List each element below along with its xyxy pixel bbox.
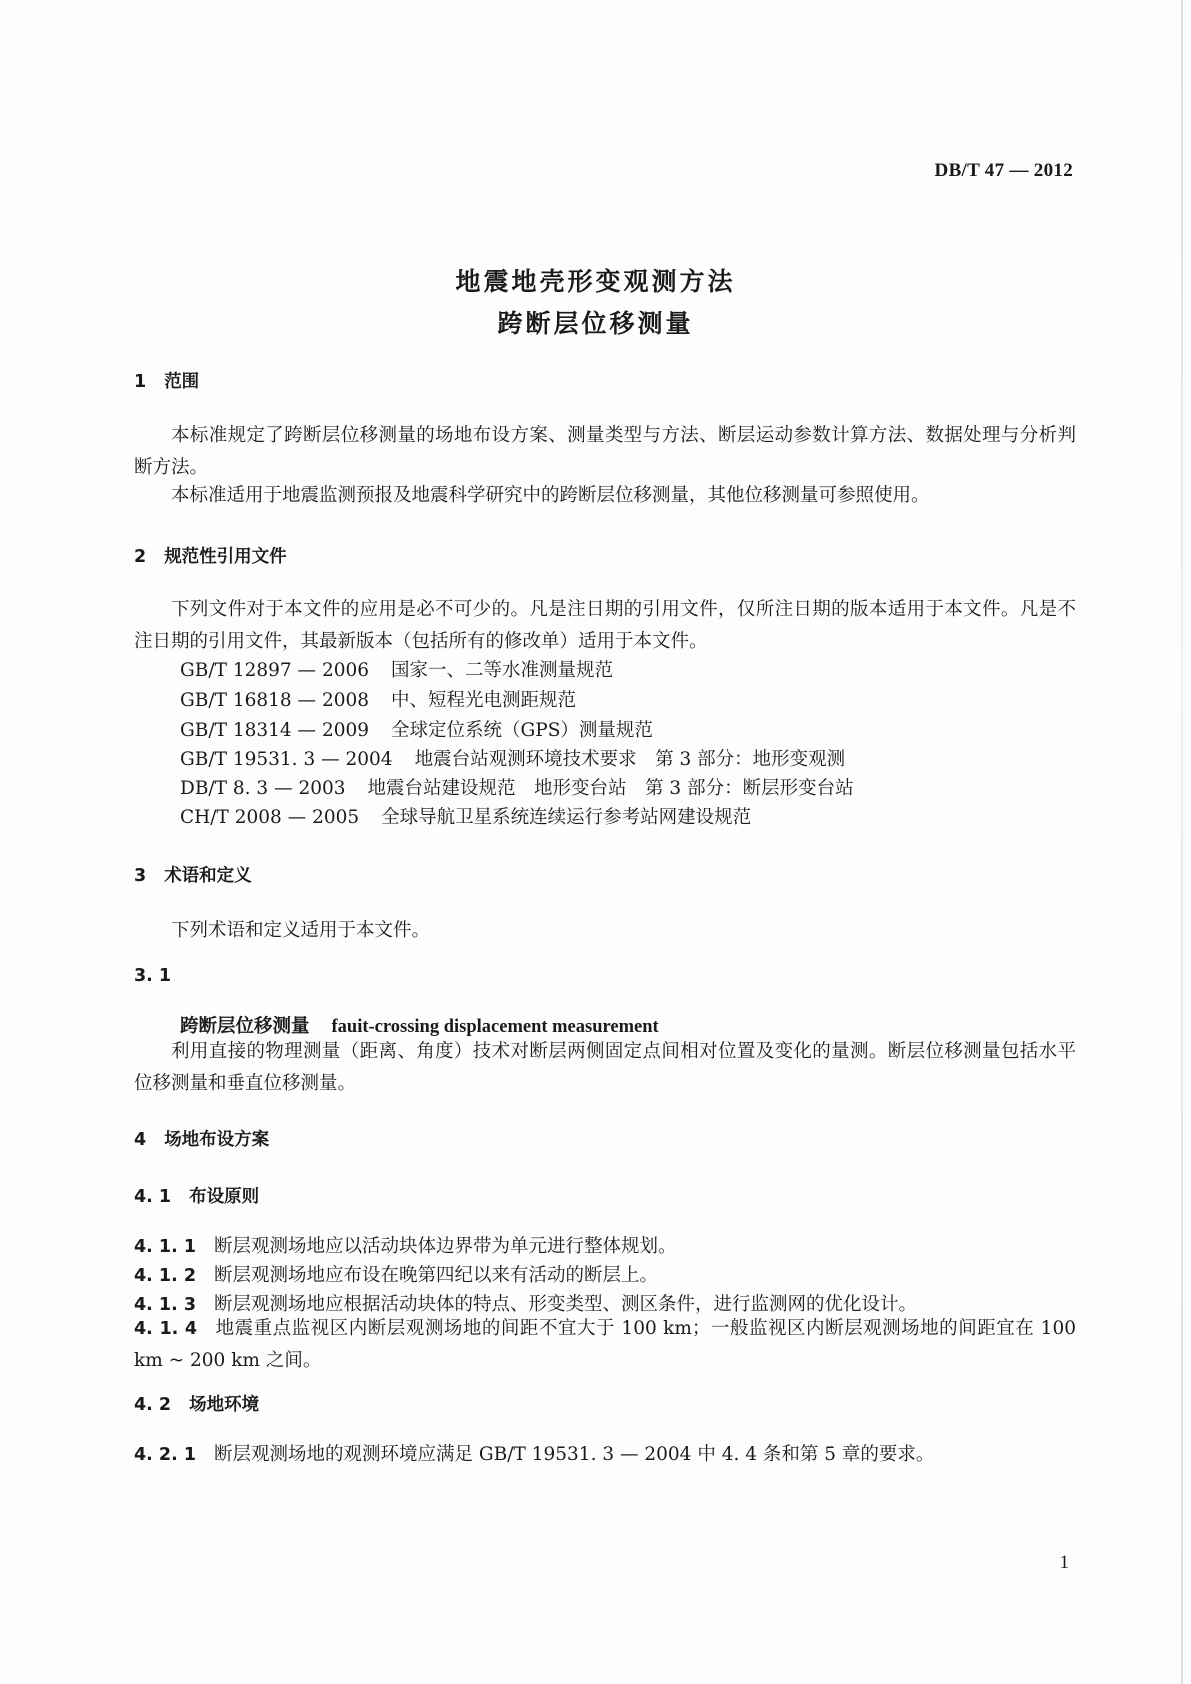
reference-item <box>180 774 854 800</box>
clause-text: 断层观测场地的观测环境应满足 GB/T 19531. 3 — 2004 中 4. 4 条和第 5 章的要求。 <box>214 1444 935 1465</box>
clause-text: 断层观测场地应以活动块体边界带为单元进行整体规划。 <box>214 1236 677 1257</box>
subsection-4-2-heading <box>134 1391 259 1416</box>
clause-text: 断层观测场地应根据活动块体的特点、形变类型、测区条件，进行监测网的优化设计。 <box>214 1294 918 1315</box>
term-3-1 <box>180 1012 659 1038</box>
reference-item <box>180 745 845 771</box>
reference-item <box>180 803 751 829</box>
section-3-paragraph-1: 下列术语和定义适用于本文件。 <box>171 920 431 941</box>
subsection-4-1-heading <box>134 1183 259 1208</box>
term-english: fauit-crossing displacement measurement <box>331 1017 659 1037</box>
document-code: DB/T 47 — 2012 <box>934 160 1073 181</box>
reference-title: 地震台站建设规范 地形变台站 第 3 部分：断层形变台站 <box>367 778 854 799</box>
subsection-3-1-number <box>134 966 171 986</box>
reference-title: 中、短程光电测距规范 <box>391 690 577 711</box>
reference-title: 国家一、二等水准测量规范 <box>391 660 614 681</box>
clause-text: 断层观测场地应布设在晚第四纪以来有活动的断层上。 <box>214 1265 659 1286</box>
section-number: 4 <box>134 1130 147 1150</box>
reference-code: CH/T 2008 — 2005 <box>180 807 360 828</box>
clause-4-1-1 <box>134 1232 677 1258</box>
reference-item <box>180 656 613 682</box>
reference-code: GB/T 19531. 3 — 2004 <box>180 749 393 770</box>
reference-title: 全球定位系统（GPS）测量规范 <box>391 720 653 741</box>
clause-4-1-4 <box>134 1313 1076 1377</box>
reference-item <box>180 716 653 742</box>
document-title-line-2: 跨断层位移测量 <box>497 309 694 338</box>
clause-text: 地震重点监视区内断层观测场地的间距不宜大于 100 km；一般监视区内断层观测场地的间距宜在 100 km ~ 200 km 之间。 <box>134 1318 1076 1371</box>
term-3-1-definition: 利用直接的物理测量（距离、角度）技术对断层两侧固定点间相对位置及变化的量测。断层位移测量包括水平位移测量和垂直位移测量。 <box>134 1041 1076 1094</box>
clause-number: 4. 1. 4 <box>134 1319 198 1339</box>
section-number: 3. 1 <box>134 966 172 986</box>
section-number: 3 <box>134 866 147 886</box>
section-title: 场地布设方案 <box>164 1130 270 1150</box>
clause-4-1-2 <box>134 1261 658 1287</box>
section-1-paragraph-1: 本标准规定了跨断层位移测量的场地布设方案、测量类型与方法、断层运动参数计算方法、数据处理与分析判断方法。 <box>134 425 1076 478</box>
clause-number: 4. 2. 1 <box>134 1445 197 1465</box>
document-title-line-1: 地震地壳形变观测方法 <box>455 267 736 296</box>
section-2-heading <box>134 543 287 568</box>
section-title: 布设原则 <box>189 1187 260 1207</box>
reference-item <box>180 686 576 712</box>
section-2-paragraph-1: 下列文件对于本文件的应用是必不可少的。凡是注日期的引用文件，仅所注日期的版本适用于本文件。凡是不注日期的引用文件，其最新版本（包括所有的修改单）适用于本文件。 <box>134 599 1076 652</box>
reference-code: GB/T 12897 — 2006 <box>180 660 370 681</box>
section-title: 场地环境 <box>189 1395 260 1415</box>
reference-code: GB/T 16818 — 2008 <box>180 690 370 711</box>
section-1-heading <box>134 368 199 393</box>
clause-4-2-1 <box>134 1440 934 1466</box>
section-title: 范围 <box>164 372 200 392</box>
section-number: 4. 1 <box>134 1187 172 1207</box>
clause-number: 4. 1. 3 <box>134 1295 197 1315</box>
clause-number: 4. 1. 1 <box>134 1237 197 1257</box>
section-number: 1 <box>134 372 147 392</box>
section-title: 术语和定义 <box>164 866 252 886</box>
clause-number: 4. 1. 2 <box>134 1266 197 1286</box>
section-title: 规范性引用文件 <box>164 547 287 567</box>
reference-title: 全球导航卫星系统连续运行参考站网建设规范 <box>381 807 752 828</box>
section-number: 2 <box>134 547 147 567</box>
section-4-heading <box>134 1126 269 1151</box>
page-number: 1 <box>1059 1552 1069 1573</box>
reference-code: DB/T 8. 3 — 2003 <box>180 778 346 799</box>
section-number: 4. 2 <box>134 1395 172 1415</box>
section-1-paragraph-2: 本标准适用于地震监测预报及地震科学研究中的跨断层位移测量，其他位移测量可参照使用。 <box>171 485 930 506</box>
reference-title: 地震台站观测环境技术要求 第 3 部分：地形变观测 <box>414 749 846 770</box>
reference-code: GB/T 18314 — 2009 <box>180 720 370 741</box>
scan-edge-line <box>1181 0 1183 1684</box>
section-3-heading <box>134 862 252 887</box>
term-chinese: 跨断层位移测量 <box>180 1016 310 1037</box>
